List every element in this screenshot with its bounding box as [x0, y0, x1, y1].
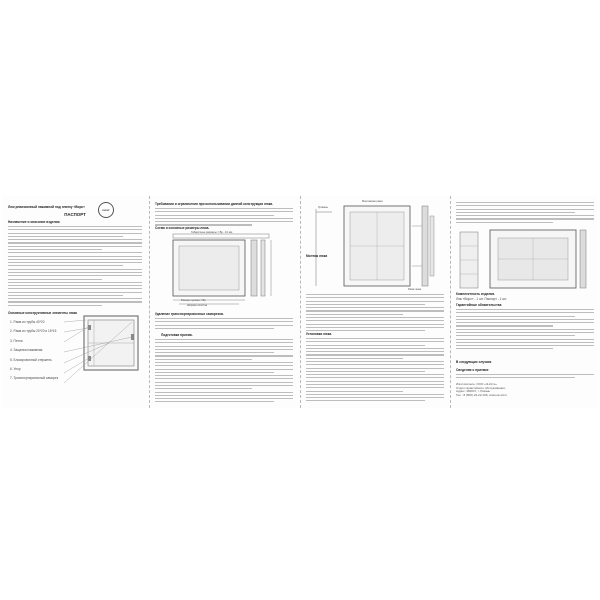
footer-line: Изготовитель: ООО «Э-Кстэ»	[456, 382, 497, 386]
hatch-diagram	[2, 196, 148, 408]
fold-line	[149, 196, 150, 408]
section-heading-kit: Комплектность изделия.	[456, 292, 496, 296]
kit-text: Люк «Ворс» - 1 шт. Паспорт - 1 шт.	[456, 297, 507, 301]
diagram-label-hatch-frame: Рама люка	[408, 288, 422, 291]
section-heading-scheme: Схема и основные размеры люка.	[155, 226, 210, 230]
parts-list-item: 5. Блокировочный стержень	[10, 357, 52, 362]
parts-list-item: 3. Петли	[10, 338, 23, 343]
section-heading-opening-prep: Подготовка проема.	[161, 333, 193, 337]
fold-line	[300, 196, 301, 408]
brand-logo-text: EVENT	[102, 210, 110, 212]
document-title: ПАСПОРТ	[64, 212, 86, 217]
section-heading-install: Установка люка.	[306, 332, 332, 336]
section-heading-transport-screws: Удаление транспортировочных саморезов.	[155, 312, 224, 316]
manufacturer-footer	[456, 383, 594, 397]
panel-requirements	[151, 196, 299, 408]
section-heading-acceptance: Сведения о приемке	[456, 368, 489, 372]
parts-list-item: 1. Рама из трубы 40*20	[10, 320, 45, 324]
section-heading-parts: Основные конструктивные элементы люка	[8, 311, 77, 315]
parts-list-item: 7. Транспортировочный саморез	[10, 376, 59, 381]
mounting-text-block	[306, 294, 444, 333]
section-heading-mounting: Монтаж люка	[306, 254, 328, 258]
opening-prep-text-block	[155, 339, 293, 405]
document-sheet	[2, 196, 598, 408]
parts-list-item: 6. Упор	[10, 366, 21, 371]
dimension-door-label: Ширина полотна	[187, 303, 208, 307]
section-heading-requirements: Требования и ограничения при использовании данной конструкции люка.	[155, 202, 274, 206]
diagram-label-level: Уровень	[318, 206, 328, 209]
panel-installation	[302, 196, 448, 408]
diagram-label-frame: Монтажная рама	[362, 200, 383, 203]
fold-line	[450, 196, 451, 408]
section-heading-warranty: Гарантийные обязательства	[456, 303, 502, 307]
section-heading-purpose: Назначение и описание изделия.	[8, 220, 61, 224]
warranty-text-block	[456, 309, 594, 352]
parts-list-item: 2. Рама из трубы 20*20 и 15*15	[10, 329, 57, 334]
acceptance-text-block	[456, 374, 594, 381]
document-top-line: Люк ревизионный нажимной под плитку «Ворс»	[8, 205, 85, 209]
dimension-outer-label: Габаритные размеры = Вр - 10 мм	[191, 231, 233, 234]
panel-warranty	[452, 196, 598, 408]
install-text-block	[306, 338, 444, 404]
transport-text-block	[155, 318, 293, 331]
panel-passport	[2, 196, 148, 408]
footer-line: Отдел гарантийного обслуживания:	[456, 385, 506, 390]
parts-list-item: 4. Защелка нажимная	[10, 348, 43, 353]
dimension-opening-label: Размер проема = Вр	[181, 299, 206, 302]
footer-line: Тел.: 8 (800) 22-22-196, www.ek-stl.ru	[456, 392, 508, 397]
footer-line: Адрес: 390047, г. Рязань	[456, 389, 491, 394]
section-heading-cases: В следующих случаях	[456, 360, 492, 364]
